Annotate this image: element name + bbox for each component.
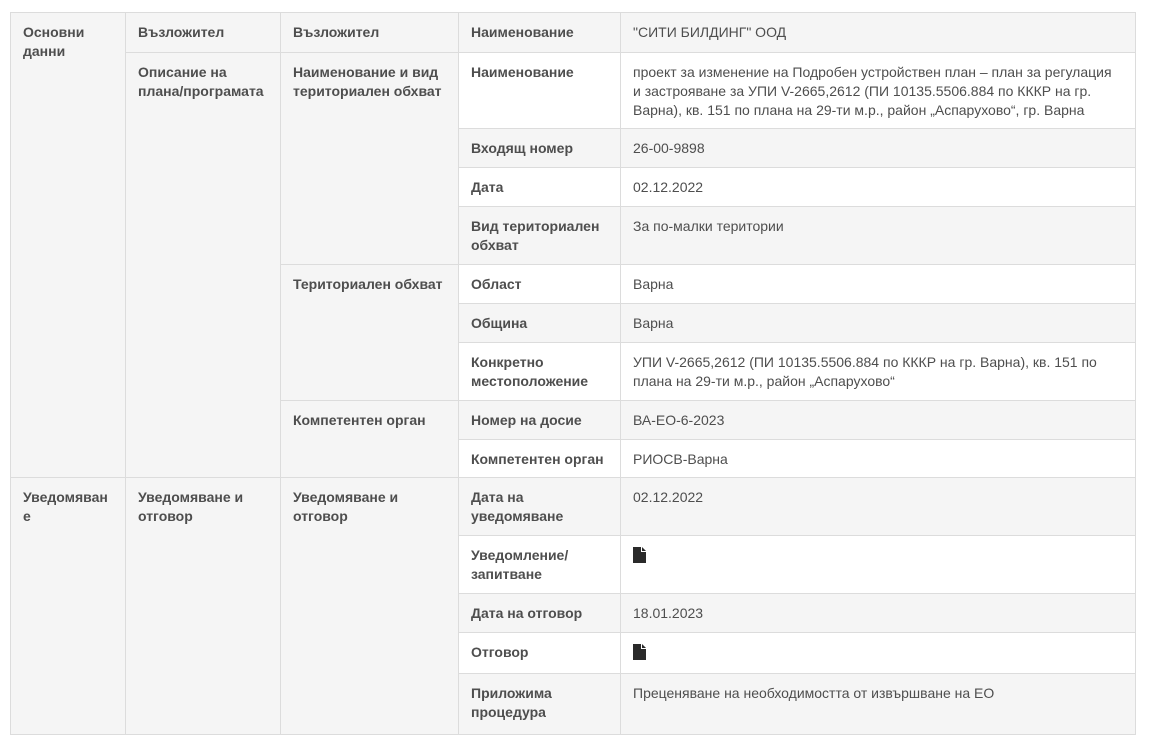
field-value: РИОСВ-Варна xyxy=(621,440,1136,478)
field-value: проект за изменение на Подробен устройствен план – план за регулация и застрояване за УПИ V-2665,2612 (ПИ 10135.5506.884 по КККР на гр. Варна), кв. 151 по плана на 29-ти м.р., район „Аспарухово“, гр. Варна xyxy=(621,53,1136,129)
section-cell-uvedomyavane: Уведомяване xyxy=(11,478,126,735)
field-value-attachment xyxy=(621,633,1136,674)
subsection-cell-opisanie-plan: Описание на плана/програмата xyxy=(126,53,281,478)
field-label: Приложима процедура xyxy=(459,674,621,735)
field-value: УПИ V-2665,2612 (ПИ 10135.5506.884 по КККР на гр. Варна), кв. 151 по плана на 29-ти м.р., район „Аспарухово“ xyxy=(621,343,1136,401)
field-value: Варна xyxy=(621,304,1136,343)
field-label: Дата на отговор xyxy=(459,594,621,633)
field-label: Община xyxy=(459,304,621,343)
field-label: Входящ номер xyxy=(459,129,621,168)
field-value-attachment xyxy=(621,536,1136,594)
field-value: За по-малки територии xyxy=(621,207,1136,265)
field-label: Наименование xyxy=(459,53,621,129)
field-value: Варна xyxy=(621,265,1136,304)
group-cell-kompetenten-organ: Компетентен орган xyxy=(281,401,459,478)
field-label: Наименование xyxy=(459,13,621,53)
subsection-cell-vazlozhitel: Възложител xyxy=(126,13,281,53)
field-value: 02.12.2022 xyxy=(621,478,1136,536)
field-value: Преценяване на необходимостта от извършване на ЕО xyxy=(621,674,1136,735)
registry-table xyxy=(10,12,1136,735)
field-value: "СИТИ БИЛДИНГ" ООД xyxy=(621,13,1136,53)
group-cell-teritorialen-obhvat: Териториален обхват xyxy=(281,265,459,401)
section-cell-osnovni-danni: Основни данни xyxy=(11,13,126,478)
field-value: 18.01.2023 xyxy=(621,594,1136,633)
field-row xyxy=(11,13,1136,53)
field-label: Компетентен орган xyxy=(459,440,621,478)
document-icon[interactable] xyxy=(633,547,646,563)
group-cell-naimenovanie-vid-obhvat: Наименование и вид териториален обхват xyxy=(281,53,459,265)
field-value: ВА-ЕО-6-2023 xyxy=(621,401,1136,440)
field-value: 26-00-9898 xyxy=(621,129,1136,168)
group-cell-vazlozhitel: Възложител xyxy=(281,13,459,53)
field-row xyxy=(11,478,1136,536)
subsection-cell-uvedomyavane-otgovor: Уведомяване и отговор xyxy=(126,478,281,735)
field-value: 02.12.2022 xyxy=(621,168,1136,207)
field-label: Отговор xyxy=(459,633,621,674)
field-label: Вид териториален обхват xyxy=(459,207,621,265)
group-cell-uvedomyavane-otgovor: Уведомяване и отговор xyxy=(281,478,459,735)
field-label: Дата на уведомяване xyxy=(459,478,621,536)
field-label: Номер на досие xyxy=(459,401,621,440)
field-label: Дата xyxy=(459,168,621,207)
field-row xyxy=(11,53,1136,129)
field-label: Конкретно местоположение xyxy=(459,343,621,401)
field-label: Уведомление/​запитване xyxy=(459,536,621,594)
field-label: Област xyxy=(459,265,621,304)
document-icon[interactable] xyxy=(633,644,646,660)
